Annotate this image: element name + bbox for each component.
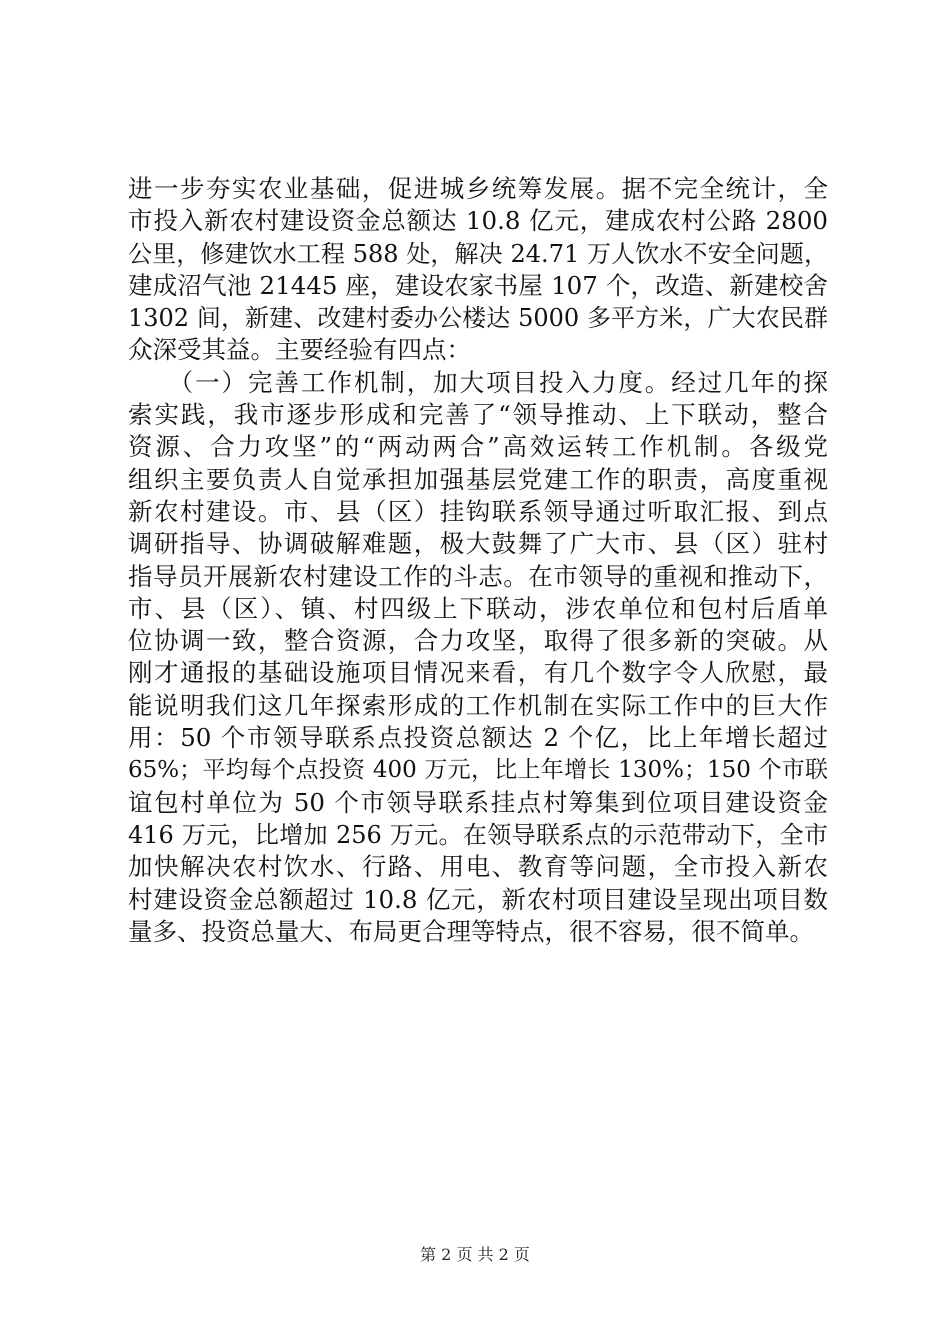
document-body: [128, 173, 828, 948]
text-line: 能说明我们这几年探索形成的工作机制在实际工作中的巨大作: [128, 690, 828, 720]
text-line: 量多、投资总量大、布局更合理等特点，很不容易，很不简单。: [128, 916, 814, 946]
text-line: 组织主要负责人自觉承担加强基层党建工作的职责，高度重视: [128, 464, 828, 494]
page-footer: [0, 1245, 950, 1265]
text-line: 谊包村单位为 50 个市领导联系挂点村筹集到位项目建设资金: [128, 787, 828, 817]
text-line: 刚才通报的基础设施项目情况来看，有几个数字令人欣慰，最: [128, 658, 828, 688]
text-line: 建成沼气池 21445 座，建设农家书屋 107 个，改造、新建校舍: [128, 270, 828, 300]
text-line: 用：50 个市领导联系点投资总额达 2 个亿，比上年增长超过: [128, 723, 828, 753]
text-line: 调研指导、协调破解难题，极大鼓舞了广大市、县（区）驻村: [128, 529, 828, 559]
paragraph: [128, 173, 828, 367]
text-line: 市、县（区）、镇、村四级上下联动，涉农单位和包村后盾单: [128, 593, 828, 623]
text-line: 市投入新农村建设资金总额达 10.8 亿元，建成农村公路 2800: [128, 206, 828, 236]
text-line: 位协调一致，整合资源，合力攻坚，取得了很多新的突破。从: [128, 626, 828, 656]
text-line: 索实践，我市逐步形成和完善了“领导推动、上下联动，整合: [128, 400, 828, 430]
text-line: 众深受其益。主要经验有四点：: [128, 335, 471, 365]
text-line: 进一步夯实农业基础，促进城乡统筹发展。据不完全统计，全: [128, 174, 828, 203]
text-line: 指导员开展新农村建设工作的斗志。在市领导的重视和推动下，: [128, 561, 828, 591]
text-line: 资源、合力攻坚”的“两动两合”高效运转工作机制。各级党: [128, 432, 828, 462]
text-line: 新农村建设。市、县（区）挂钩联系领导通过听取汇报、到点: [128, 496, 828, 526]
text-line: （一）完善工作机制，加大项目投入力度。经过几年的探: [128, 367, 828, 397]
text-line: 416 万元，比增加 256 万元。在领导联系点的示范带动下，全市: [128, 820, 828, 849]
text-line: 公里，修建饮水工程 588 处，解决 24.71 万人饮水不安全问题，: [128, 239, 828, 268]
paragraph: [128, 367, 828, 948]
text-line: 1302 间，新建、改建村委办公楼达 5000 多平方米，广大农民群: [128, 304, 828, 333]
page-number: 第 2 页 共 2 页: [420, 1245, 530, 1264]
text-line: 加快解决农村饮水、行路、用电、教育等问题，全市投入新农: [128, 852, 828, 882]
text-line: 村建设资金总额超过 10.8 亿元，新农村项目建设呈现出项目数: [128, 884, 828, 914]
text-line: 65%；平均每个点投资 400 万元，比上年增长 130%；150 个市联: [128, 757, 828, 784]
